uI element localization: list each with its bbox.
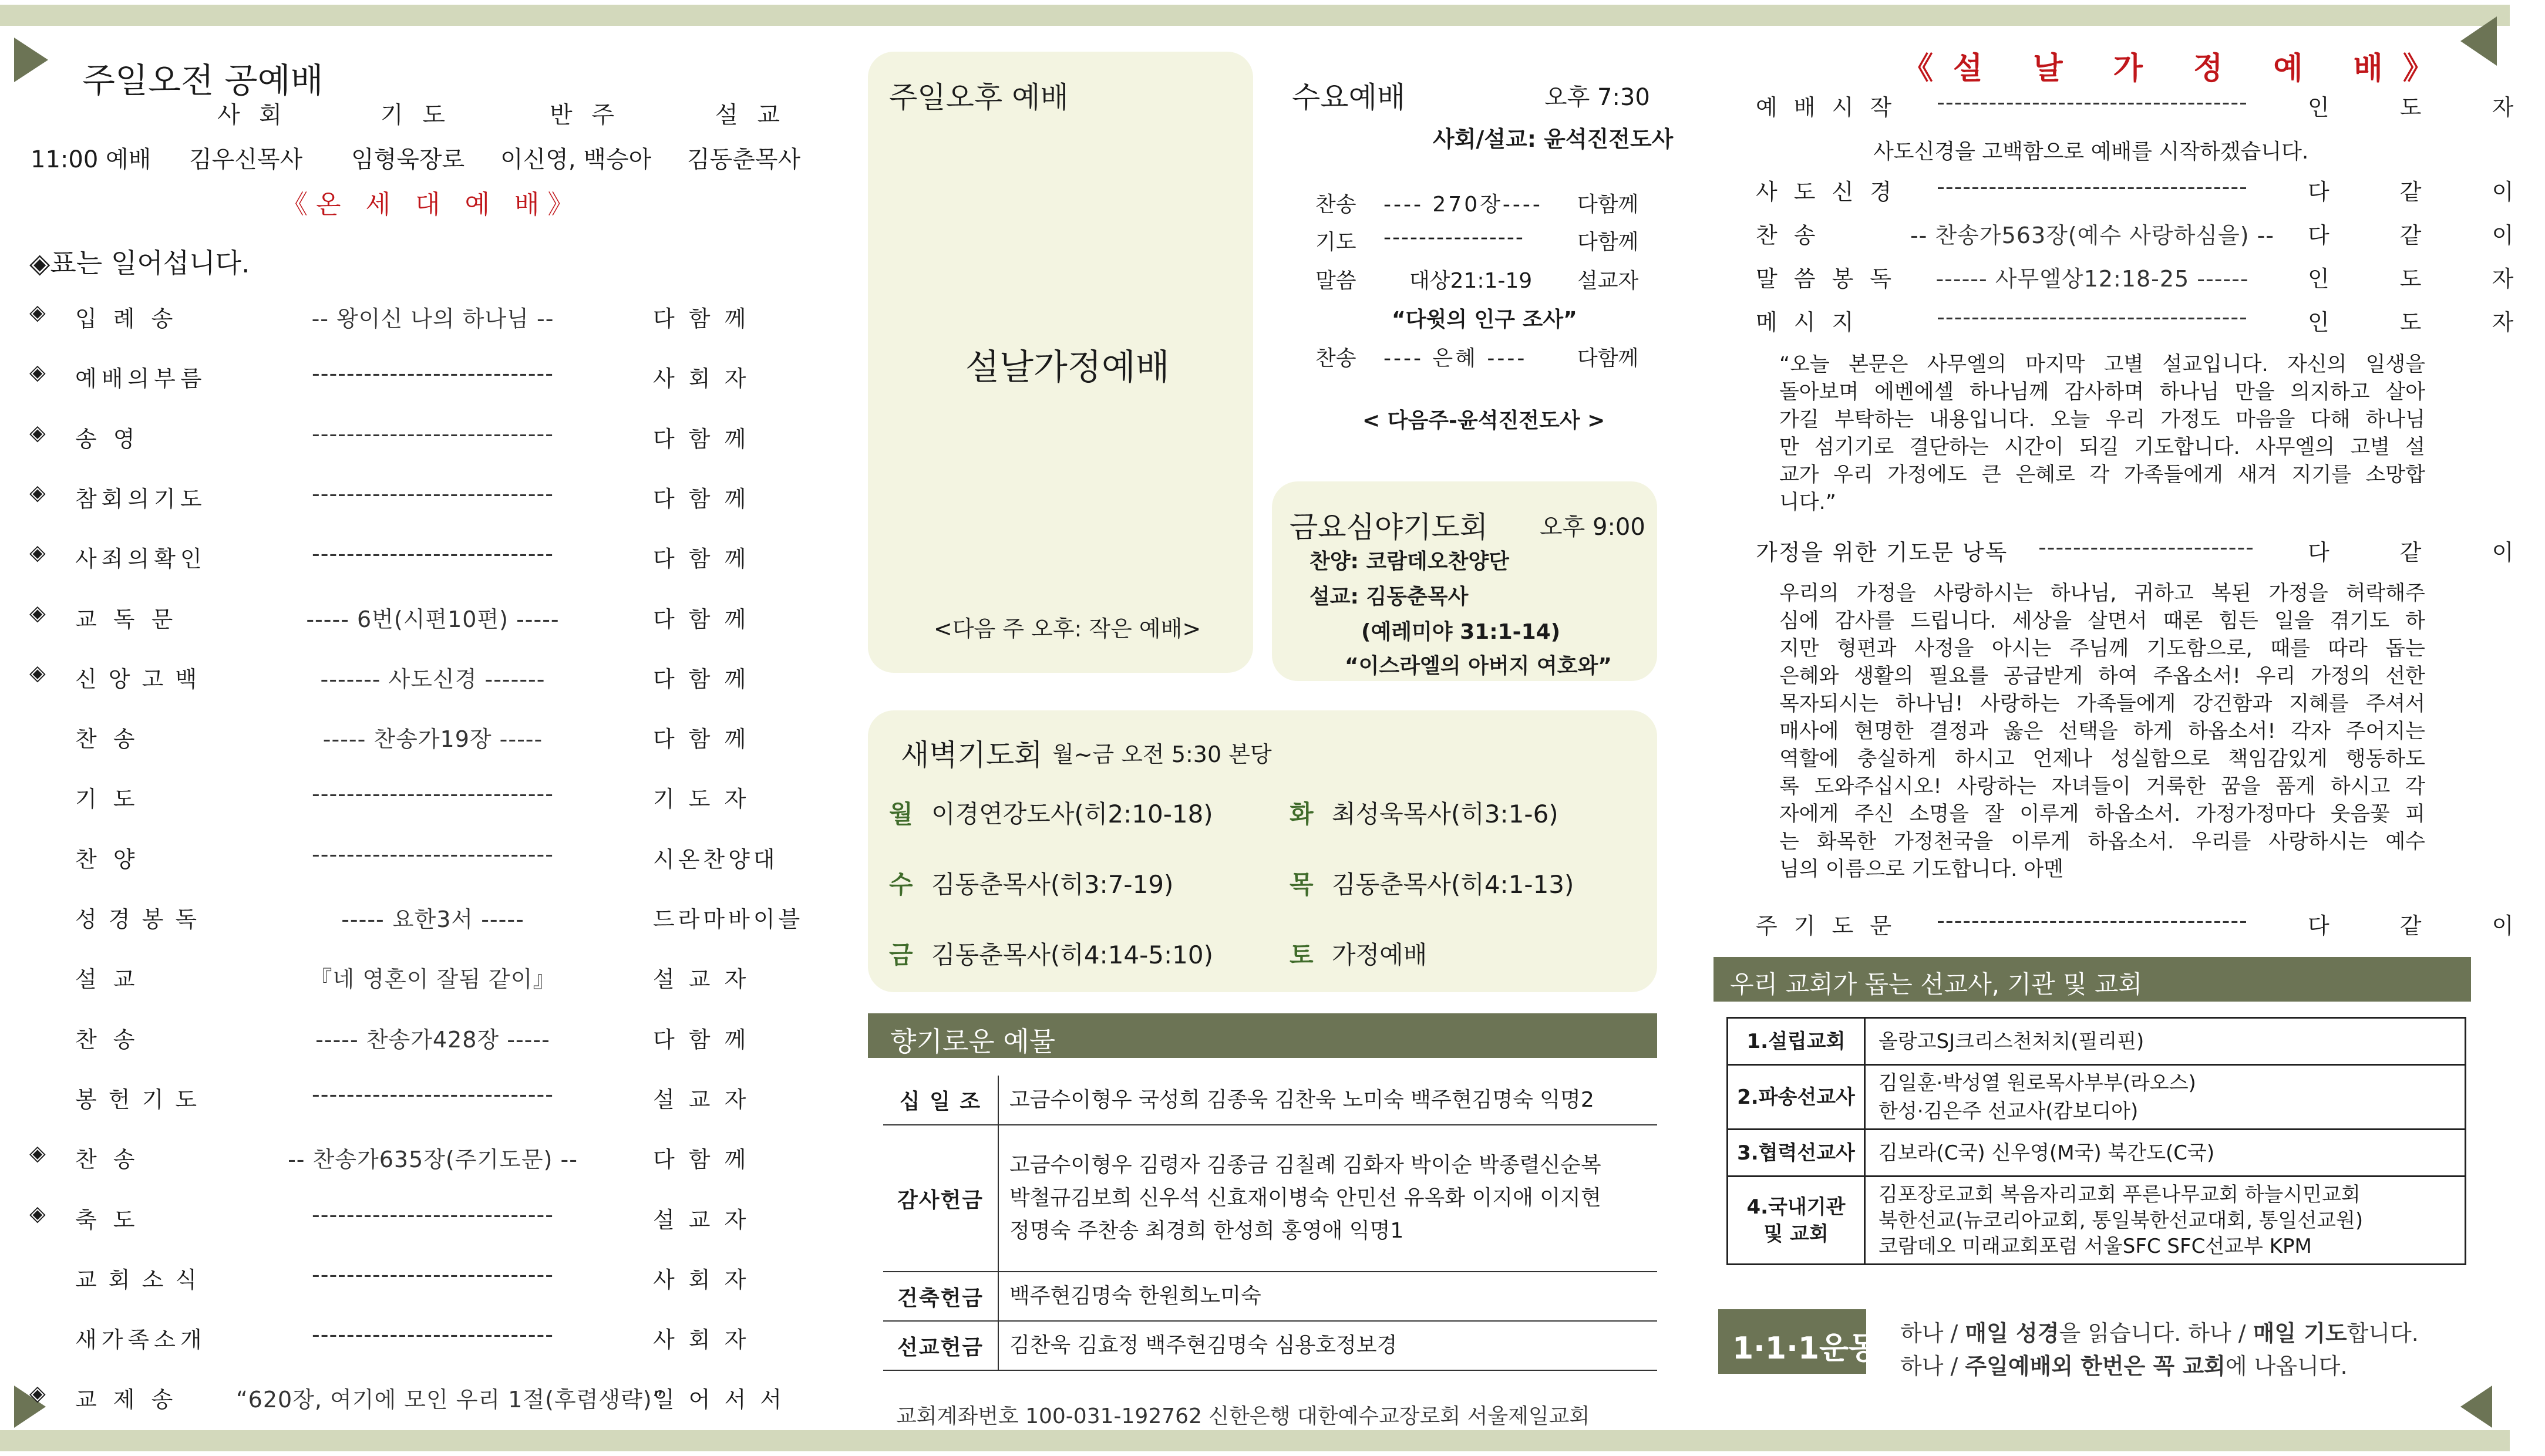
order-label: 입 례 송 (75, 306, 178, 332)
mission-item-line: 김일훈·박성열 원로목사부부(라오스) (1879, 1071, 2196, 1095)
preacher-name: 김동춘목사 (687, 146, 801, 173)
offering-row (883, 1076, 1657, 1125)
message-paragraph (1779, 351, 2425, 517)
morning-time: 11:00 예배 (31, 146, 152, 173)
order-who: 설 교 자 (653, 966, 750, 993)
movement-l1c: 을 읽습니다. 하나 / (2059, 1320, 2253, 1346)
prayer-line: 지만 형편과 사정을 아시는 주님께 기도함으로, 때를 따라 돕는 (1779, 637, 2425, 660)
mission-item-line: 북한선교(뉴코리아교회, 통일북한선교대회, 통일선교원) (1879, 1208, 2364, 1232)
mission-items (1865, 1177, 2466, 1265)
offering-names (998, 1125, 1657, 1272)
order-label: 성 경 봉 독 (75, 906, 200, 932)
prayer-paragraph (1779, 580, 2425, 884)
order-who: 사 회 자 (653, 1327, 750, 1353)
mission-items (1865, 1130, 2466, 1177)
order-mark: ◈ (29, 601, 46, 625)
order-detail: ----- 찬송가19장 ----- (322, 726, 543, 753)
dawn-preacher: 가정예배 (1332, 941, 1428, 969)
dawn-preacher: 김동춘목사(히3:7-19) (931, 870, 1174, 899)
afternoon-next: <다음 주 오후: 작은 예배> (934, 616, 1201, 642)
order-who: 다 함 께 (653, 1147, 750, 1173)
wed-row3-a: 말씀 (1315, 269, 1356, 293)
dawn-preacher: 최성욱목사(히3:1-6) (1332, 800, 1558, 828)
mission-items (1865, 1065, 2466, 1130)
dawn-day: 화 (1290, 800, 1314, 828)
movement-l1a: 하나 / (1900, 1320, 1965, 1346)
wed-row1-b: ---- 270장---- (1383, 193, 1543, 217)
message-line: “오늘 본문은 사무엘의 마지막 고별 설교입니다. 자신의 일생을 (1779, 353, 2425, 376)
mission-item-line: 김보라(C국) 신우영(M국) 북간도(C국) (1879, 1141, 2215, 1165)
order-who: 설 교 자 (653, 1206, 750, 1233)
order-detail: ----- 6번(시편10편) ----- (306, 606, 560, 632)
prayer-line: 심에 감사를 드립니다. 세상을 살면서 때론 힘든 일을 겪기도 하 (1779, 609, 2425, 633)
movement-l1b: 매일 성경 (1965, 1320, 2059, 1346)
order-label: 찬 양 (75, 846, 140, 872)
order-who: 다 함 께 (653, 426, 750, 452)
order-label: 사죄의확인 (75, 546, 207, 572)
mission-row (1728, 1177, 2466, 1265)
order-who: 일 어 서 서 (653, 1387, 786, 1413)
role-header-1: 사 회 (217, 102, 288, 129)
offering-title: 향기로운 예물 (890, 1026, 1056, 1057)
mission-item-line: 올랑고SJ크리스천처치(필리핀) (1879, 1029, 2145, 1053)
offering-label: 감사헌금 (883, 1125, 998, 1272)
offering-name-line: 백주현김명숙 한원희노미숙 (1009, 1284, 1261, 1308)
offering-label: 건축헌금 (883, 1272, 998, 1321)
order-detail: 『네 영혼이 잘됨 같이』 (309, 966, 556, 993)
mission-label: 3.협력선교사 (1728, 1130, 1865, 1177)
order-who: 드라마바이블 (653, 906, 804, 932)
mission-label: 4.국내기관 및 교회 (1728, 1177, 1865, 1265)
offering-name-line: 고금수이형우 국성희 김종욱 김찬욱 노미숙 백주현김명숙 익명2 (1009, 1087, 1594, 1112)
order-detail: ----- 요한3서 ----- (341, 906, 524, 932)
order-detail: ------- 사도신경 ------- (320, 666, 546, 692)
order-mark: ◈ (29, 1381, 46, 1406)
prayer-line: 는 화목한 가정천국을 이루게 하옵소서. 우리를 사랑하시는 예수 (1779, 830, 2425, 854)
family-who: 다 같 이 (2308, 223, 2545, 248)
wed-row3-b: 대상21:1-19 (1409, 269, 1533, 293)
order-who: 다 함 께 (653, 546, 750, 572)
movement-l2a: 하나 / (1900, 1353, 1965, 1379)
order-detail: ---------------------------- (312, 541, 554, 567)
dawn-preacher: 김동춘목사(히4:1-13) (1332, 870, 1574, 899)
order-detail: ---------------------------- (312, 360, 554, 387)
friday-praise: 찬양: 코람데오찬양단 (1309, 550, 1509, 574)
order-who: 설 교 자 (653, 1086, 750, 1113)
order-detail: ---------------------------- (312, 420, 554, 447)
dawn-day: 월 (889, 800, 913, 828)
account-info: 교회계좌번호 100-031-192762 신한은행 대한예수교장로회 서울제일교회 (896, 1404, 1590, 1428)
offering-table (883, 1076, 1657, 1371)
order-label: 기 도 (75, 786, 140, 813)
movement-l2b: 주일예배외 한번은 꼭 교회 (1965, 1353, 2226, 1379)
prayer-line: 님의 이름으로 기도합니다. 아멘 (1779, 858, 2064, 881)
dawn-preacher: 김동춘목사(히4:14-5:10) (931, 941, 1213, 969)
family-label: 말 씀 봉 독 (1756, 266, 1897, 292)
leader-name: 김우신목사 (189, 146, 303, 173)
family-detail: ------------------------- (2038, 534, 2254, 560)
order-label: 찬 송 (75, 1026, 140, 1053)
order-label: 교 독 문 (75, 606, 178, 632)
morning-title: 주일오전 공예배 (82, 60, 324, 100)
prayer-line: 역할에 충실하게 하시고 언제나 성실함으로 책임감있게 행동하도 (1779, 747, 2425, 771)
order-detail: ---------------------------- (312, 1201, 554, 1228)
wed-row2-a: 기도 (1315, 230, 1356, 254)
wed-row1-a: 찬송 (1315, 193, 1356, 217)
order-who: 사 회 자 (653, 366, 750, 392)
order-detail: -- 왕이신 나의 하나님 -- (311, 306, 554, 332)
movement-l1e: 합니다. (2347, 1320, 2419, 1346)
standing-note: ◈표는 일어섭니다. (29, 247, 250, 279)
wednesday-title: 수요예배 (1292, 80, 1406, 114)
mission-item-line: 코람데오 미래교회포럼 서울SFC SFC선교부 KPM (1879, 1234, 2312, 1258)
order-who: 사 회 자 (653, 1266, 750, 1293)
order-who: 기 도 자 (653, 786, 750, 813)
friday-preacher: 설교: 김동춘목사 (1309, 585, 1469, 609)
offering-label: 선교헌금 (883, 1321, 998, 1370)
mission-row (1728, 1065, 2466, 1130)
top-band (0, 5, 2510, 26)
friday-title: 금요심야기도회 (1290, 510, 1489, 544)
corner-triangle-right (2460, 16, 2497, 66)
afternoon-center-title: 설날가정예배 (965, 347, 1170, 388)
dawn-day: 수 (889, 870, 913, 899)
order-label: 찬 송 (75, 726, 140, 753)
order-label: 예배의부름 (75, 366, 207, 392)
offering-names (998, 1272, 1657, 1321)
role-header-4: 설 교 (715, 102, 786, 129)
movement-line-2 (1900, 1348, 2348, 1380)
family-who: 다 같 이 (2308, 179, 2545, 205)
offering-row (883, 1321, 1657, 1370)
wednesday-sermon: “다윗의 인구 조사” (1392, 308, 1577, 332)
dawn-day: 토 (1290, 941, 1314, 969)
mission-table (1726, 1017, 2466, 1265)
prayer-line: 록 도와주십시오! 사랑하는 자녀들이 거룩한 꿈을 품게 하시고 각 (1779, 775, 2425, 798)
corner-triangle-bottom-right (2460, 1386, 2492, 1428)
movement-line-1 (1900, 1315, 2419, 1347)
order-mark: ◈ (29, 420, 46, 445)
order-who: 시온찬양대 (653, 846, 779, 872)
order-detail: ---------------------------- (312, 1322, 554, 1348)
role-header-3: 반 주 (550, 102, 620, 129)
order-detail: ---------------------------- (312, 480, 554, 507)
prayer-line: 우리의 가정을 사랑하시는 하나님, 귀하고 복된 가정을 허락해주 (1779, 582, 2425, 605)
dawn-day: 금 (889, 941, 913, 969)
family-detail: ------------------------------------ (1937, 89, 2248, 115)
mission-row (1728, 1130, 2466, 1177)
message-line: 만 섬기기로 결단하는 시간이 되길 기도합니다. 사무엘의 고별 설 (1779, 436, 2425, 459)
family-detail: ------------------------------------ (1937, 304, 2248, 330)
order-who: 다 함 께 (653, 1026, 750, 1053)
prayer-name: 임형욱장로 (351, 146, 465, 173)
friday-text: (예레미야 31:1-14) (1361, 620, 1561, 644)
offering-name-line: 고금수이형우 김령자 김종금 김칠례 김화자 박이순 박종렬신순복 (1009, 1153, 1601, 1177)
order-who: 다 함 께 (653, 666, 750, 692)
wed-row1-c: 다함께 (1577, 193, 1639, 217)
friday-time: 오후 9:00 (1540, 514, 1645, 541)
family-label: 사 도 신 경 (1756, 179, 1897, 205)
order-mark: ◈ (29, 1201, 46, 1226)
offering-name-line: 김찬욱 김효정 백주현김명숙 심용호정보경 (1009, 1333, 1398, 1357)
order-label: 신 앙 고 백 (75, 666, 200, 692)
wed-row3-c: 설교자 (1577, 269, 1639, 293)
family-who: 인 도 자 (2308, 309, 2545, 335)
order-label: 교 회 소 식 (75, 1266, 200, 1293)
order-who: 다 함 께 (653, 486, 750, 512)
order-label: 찬 송 (75, 1147, 140, 1173)
family-who: 다 같 이 (2308, 540, 2545, 565)
order-detail: ---------------------------- (312, 1261, 554, 1288)
message-line: 가길 부탁하는 내용입니다. 오늘 우리 가정도 마음을 다해 하나님 (1779, 408, 2425, 432)
order-detail: ----- 찬송가428장 ----- (315, 1026, 550, 1053)
movement-l2c: 에 나옵니다. (2225, 1353, 2348, 1379)
prayer-line: 매사에 현명한 결정과 옳은 선택을 하게 하옵소서! 각자 주어지는 (1779, 720, 2425, 743)
order-mark: ◈ (29, 541, 46, 565)
order-label: 축 도 (75, 1206, 140, 1233)
wed-row4-c: 다함께 (1577, 346, 1639, 370)
wed-row2-b: ---------------- (1383, 225, 1524, 250)
morning-subtitle: 《온 세 대 예 배》 (282, 190, 582, 220)
order-label: 참회의기도 (75, 486, 207, 512)
wed-row4-b: ---- 은혜 ---- (1383, 346, 1527, 370)
dawn-day: 목 (1290, 870, 1314, 899)
family-label: 가정을 위한 기도문 낭독 (1756, 540, 2008, 565)
order-mark: ◈ (29, 480, 46, 505)
afternoon-title: 주일오후 예배 (889, 80, 1069, 114)
mission-label: 1.설립교회 (1728, 1018, 1865, 1065)
order-mark: ◈ (29, 660, 46, 685)
family-title: 《설 날 가 정 예 배》 (1903, 51, 2453, 86)
order-detail: -- 찬송가635장(주기도문) -- (288, 1147, 578, 1173)
order-detail: ---------------------------- (312, 841, 554, 867)
family-label: 주 기 도 문 (1756, 913, 1897, 939)
offering-names (998, 1076, 1657, 1125)
family-detail: ------------------------------------ (1937, 908, 2248, 933)
order-mark: ◈ (29, 360, 46, 385)
mission-title: 우리 교회가 돕는 선교사, 기관 및 교회 (1730, 970, 2143, 999)
wednesday-leader: 사회/설교: 윤석진전도사 (1433, 126, 1674, 152)
order-mark: ◈ (29, 301, 46, 325)
wednesday-time: 오후 7:30 (1544, 84, 1650, 111)
family-label: 메 시 지 (1756, 309, 1859, 335)
dawn-title: 새벽기도회 (901, 738, 1043, 772)
wednesday-next: < 다음주-윤석진전도사 > (1362, 409, 1605, 433)
dawn-time: 월~금 오전 5:30 본당 (1052, 742, 1272, 767)
mission-item-line: 김포장로교회 복음자리교회 푸른나무교회 하늘시민교회 (1879, 1182, 2361, 1206)
prayer-line: 자에게 주신 소명을 잘 이루게 하옵소서. 가정가정마다 웃음꽃 피 (1779, 803, 2425, 826)
offering-names (998, 1321, 1657, 1370)
wed-row4-a: 찬송 (1315, 346, 1356, 370)
family-detail: ------------------------------------ (1937, 174, 2248, 200)
mission-item-line: 한성·김은주 선교사(캄보디아) (1879, 1099, 2139, 1123)
offering-name-line: 정명숙 주찬송 최경희 한성희 홍영애 익명1 (1009, 1219, 1404, 1243)
order-label: 송 영 (75, 426, 140, 452)
role-header-2: 기 도 (381, 102, 451, 129)
order-label: 봉 헌 기 도 (75, 1086, 200, 1113)
order-mark: ◈ (29, 1141, 46, 1166)
order-detail: ---------------------------- (312, 1081, 554, 1107)
bottom-band (0, 1430, 2510, 1451)
message-line: 니다.” (1779, 491, 1836, 514)
offering-name-line: 박철규김보희 신우석 신효재이병숙 안민선 유옥화 이지애 이지현 (1009, 1186, 1601, 1210)
order-who: 다 함 께 (653, 606, 750, 632)
order-who: 다 함 께 (653, 306, 750, 332)
offering-row (883, 1272, 1657, 1321)
wed-row2-c: 다함께 (1577, 230, 1639, 254)
order-detail: ---------------------------- (312, 781, 554, 807)
movement-title: 1·1·1운동 (1732, 1331, 1879, 1366)
family-label: 예 배 시 작 (1756, 95, 1897, 120)
order-label: 새가족소개 (75, 1327, 207, 1353)
corner-triangle-left (14, 38, 48, 82)
family-detail: -- 찬송가563장(예수 사랑하심을) -- (1910, 223, 2275, 248)
family-label: 찬 송 (1756, 223, 1820, 248)
message-line: 돌아보며 에벤에셀 하나님께 감사하며 하나님 만을 의지하고 살아 (1779, 380, 2425, 404)
order-label: 교 제 송 (75, 1387, 178, 1413)
offering-row (883, 1125, 1657, 1272)
family-who: 다 같 이 (2308, 913, 2545, 939)
family-who: 인 도 자 (2308, 95, 2545, 120)
family-who: 인 도 자 (2308, 266, 2545, 292)
mission-row (1728, 1018, 2466, 1065)
mission-items (1865, 1018, 2466, 1065)
dawn-preacher: 이경연강도사(히2:10-18) (931, 800, 1213, 828)
message-line: 교가 우리 가정에도 큰 은혜로 각 가족들에게 새겨 지기를 소망합 (1779, 463, 2425, 487)
offering-label: 십 일 조 (883, 1076, 998, 1125)
order-detail: “620장, 여기에 모인 우리 1절(후렴생략)” (236, 1387, 665, 1413)
mission-label: 2.파송선교사 (1728, 1065, 1865, 1130)
family-detail: ------ 사무엘상12:18-25 ------ (1935, 266, 2249, 292)
order-label: 설 교 (75, 966, 140, 993)
friday-sermon: “이스라엘의 아버지 여호와” (1345, 654, 1612, 678)
start-note: 사도신경을 고백함으로 예배를 시작하겠습니다. (1873, 140, 2309, 164)
prayer-line: 은혜와 생활의 필요를 공급받게 하여 주옵소서! 우리 가정의 선한 (1779, 665, 2425, 688)
prayer-line: 목자되시는 하나님! 사랑하는 가족들에게 강건함과 지혜를 주셔서 (1779, 692, 2425, 716)
order-who: 다 함 께 (653, 726, 750, 753)
movement-l1d: 매일 기도 (2253, 1320, 2347, 1346)
accompanist-name: 이신영, 백승아 (500, 146, 652, 173)
